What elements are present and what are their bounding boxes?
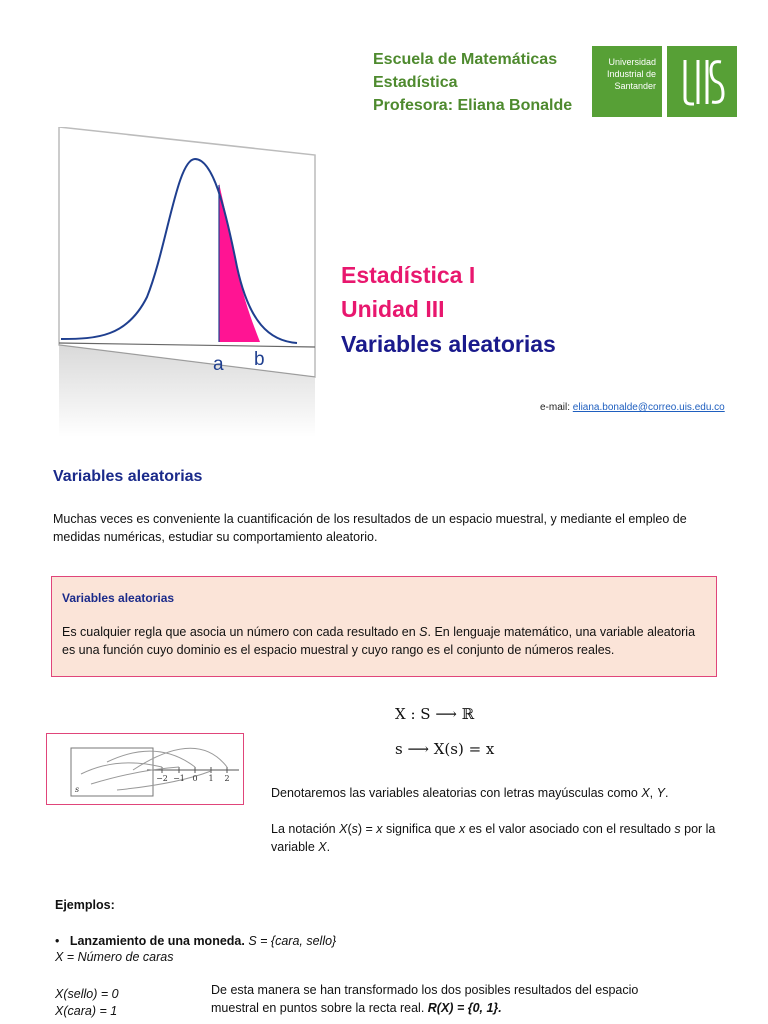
- formula-value: s ⟶ X(s) = x: [395, 740, 495, 758]
- definition-text: Es cualquier regla que asocia un número con cada resultado en S. En lenguaje matemático, una variable aleatoria es una función cuyo dominio es el espacio muestral y cuyo rango es el conjunto de números reales.: [62, 625, 696, 657]
- professor-name: Profesora: Eliana Bonalde: [373, 97, 573, 114]
- tick-label: 0: [192, 774, 198, 783]
- sample-space-label: s: [75, 785, 80, 794]
- title-unit: Unidad III: [341, 296, 445, 322]
- definition-box: [51, 576, 717, 677]
- normal-distribution-figure: [57, 127, 317, 437]
- tick-label: 1: [208, 774, 214, 783]
- email-label: e-mail:: [540, 402, 571, 413]
- university-logo-text: Universidad Industrial de Santander: [592, 46, 662, 117]
- notation-paragraph-1: Denotaremos las variables aleatorias con letras mayúsculas como X, Y.: [271, 786, 669, 800]
- value-sello: X(sello) = 0: [55, 987, 119, 1001]
- school-name: Escuela de Matemáticas: [373, 51, 558, 68]
- bullet-icon: •: [55, 934, 60, 948]
- school-header: [373, 48, 572, 117]
- mapping-illustration: [46, 733, 244, 805]
- uis-logo-icon: [667, 46, 737, 117]
- title-course: Estadística I: [341, 262, 476, 288]
- examples-title: Ejemplos:: [55, 898, 115, 912]
- notation-paragraph-2: La notación X(s) = x significa que x es el valor asociado con el resultado s por la variable X.: [271, 822, 716, 854]
- tick-label: 2: [224, 774, 230, 783]
- label-b: b: [254, 349, 265, 370]
- email-line: [540, 402, 725, 413]
- example-item: • Lanzamiento de una moneda. S = {cara, sello}: [55, 934, 337, 948]
- title-topic: Variables aleatorias: [341, 331, 556, 357]
- tick-label: −2: [156, 774, 168, 783]
- course-name: Estadística: [373, 74, 458, 91]
- variable-definition: X = Número de caras: [55, 950, 174, 964]
- formula-mapping: X : S ⟶ ℝ: [395, 705, 475, 723]
- section-title: Variables aleatorias: [53, 468, 203, 485]
- value-cara: X(cara) = 1: [55, 1004, 118, 1018]
- email-link[interactable]: eliana.bonalde@correo.uis.edu.co: [572, 402, 725, 413]
- label-a: a: [213, 354, 224, 375]
- example-description: De esta manera se han transformado los dos posibles resultados del espacio muestral en puntos sobre la recta real. R(X) = {0, 1}.: [211, 983, 639, 1015]
- intro-paragraph: Muchas veces es conveniente la cuantificación de los resultados de un espacio muestral, y mediante el empleo de medidas numéricas, estudiar su comportamiento aleatorio.: [53, 512, 687, 544]
- definition-title: Variables aleatorias: [62, 591, 175, 605]
- tick-label: −1: [173, 774, 185, 783]
